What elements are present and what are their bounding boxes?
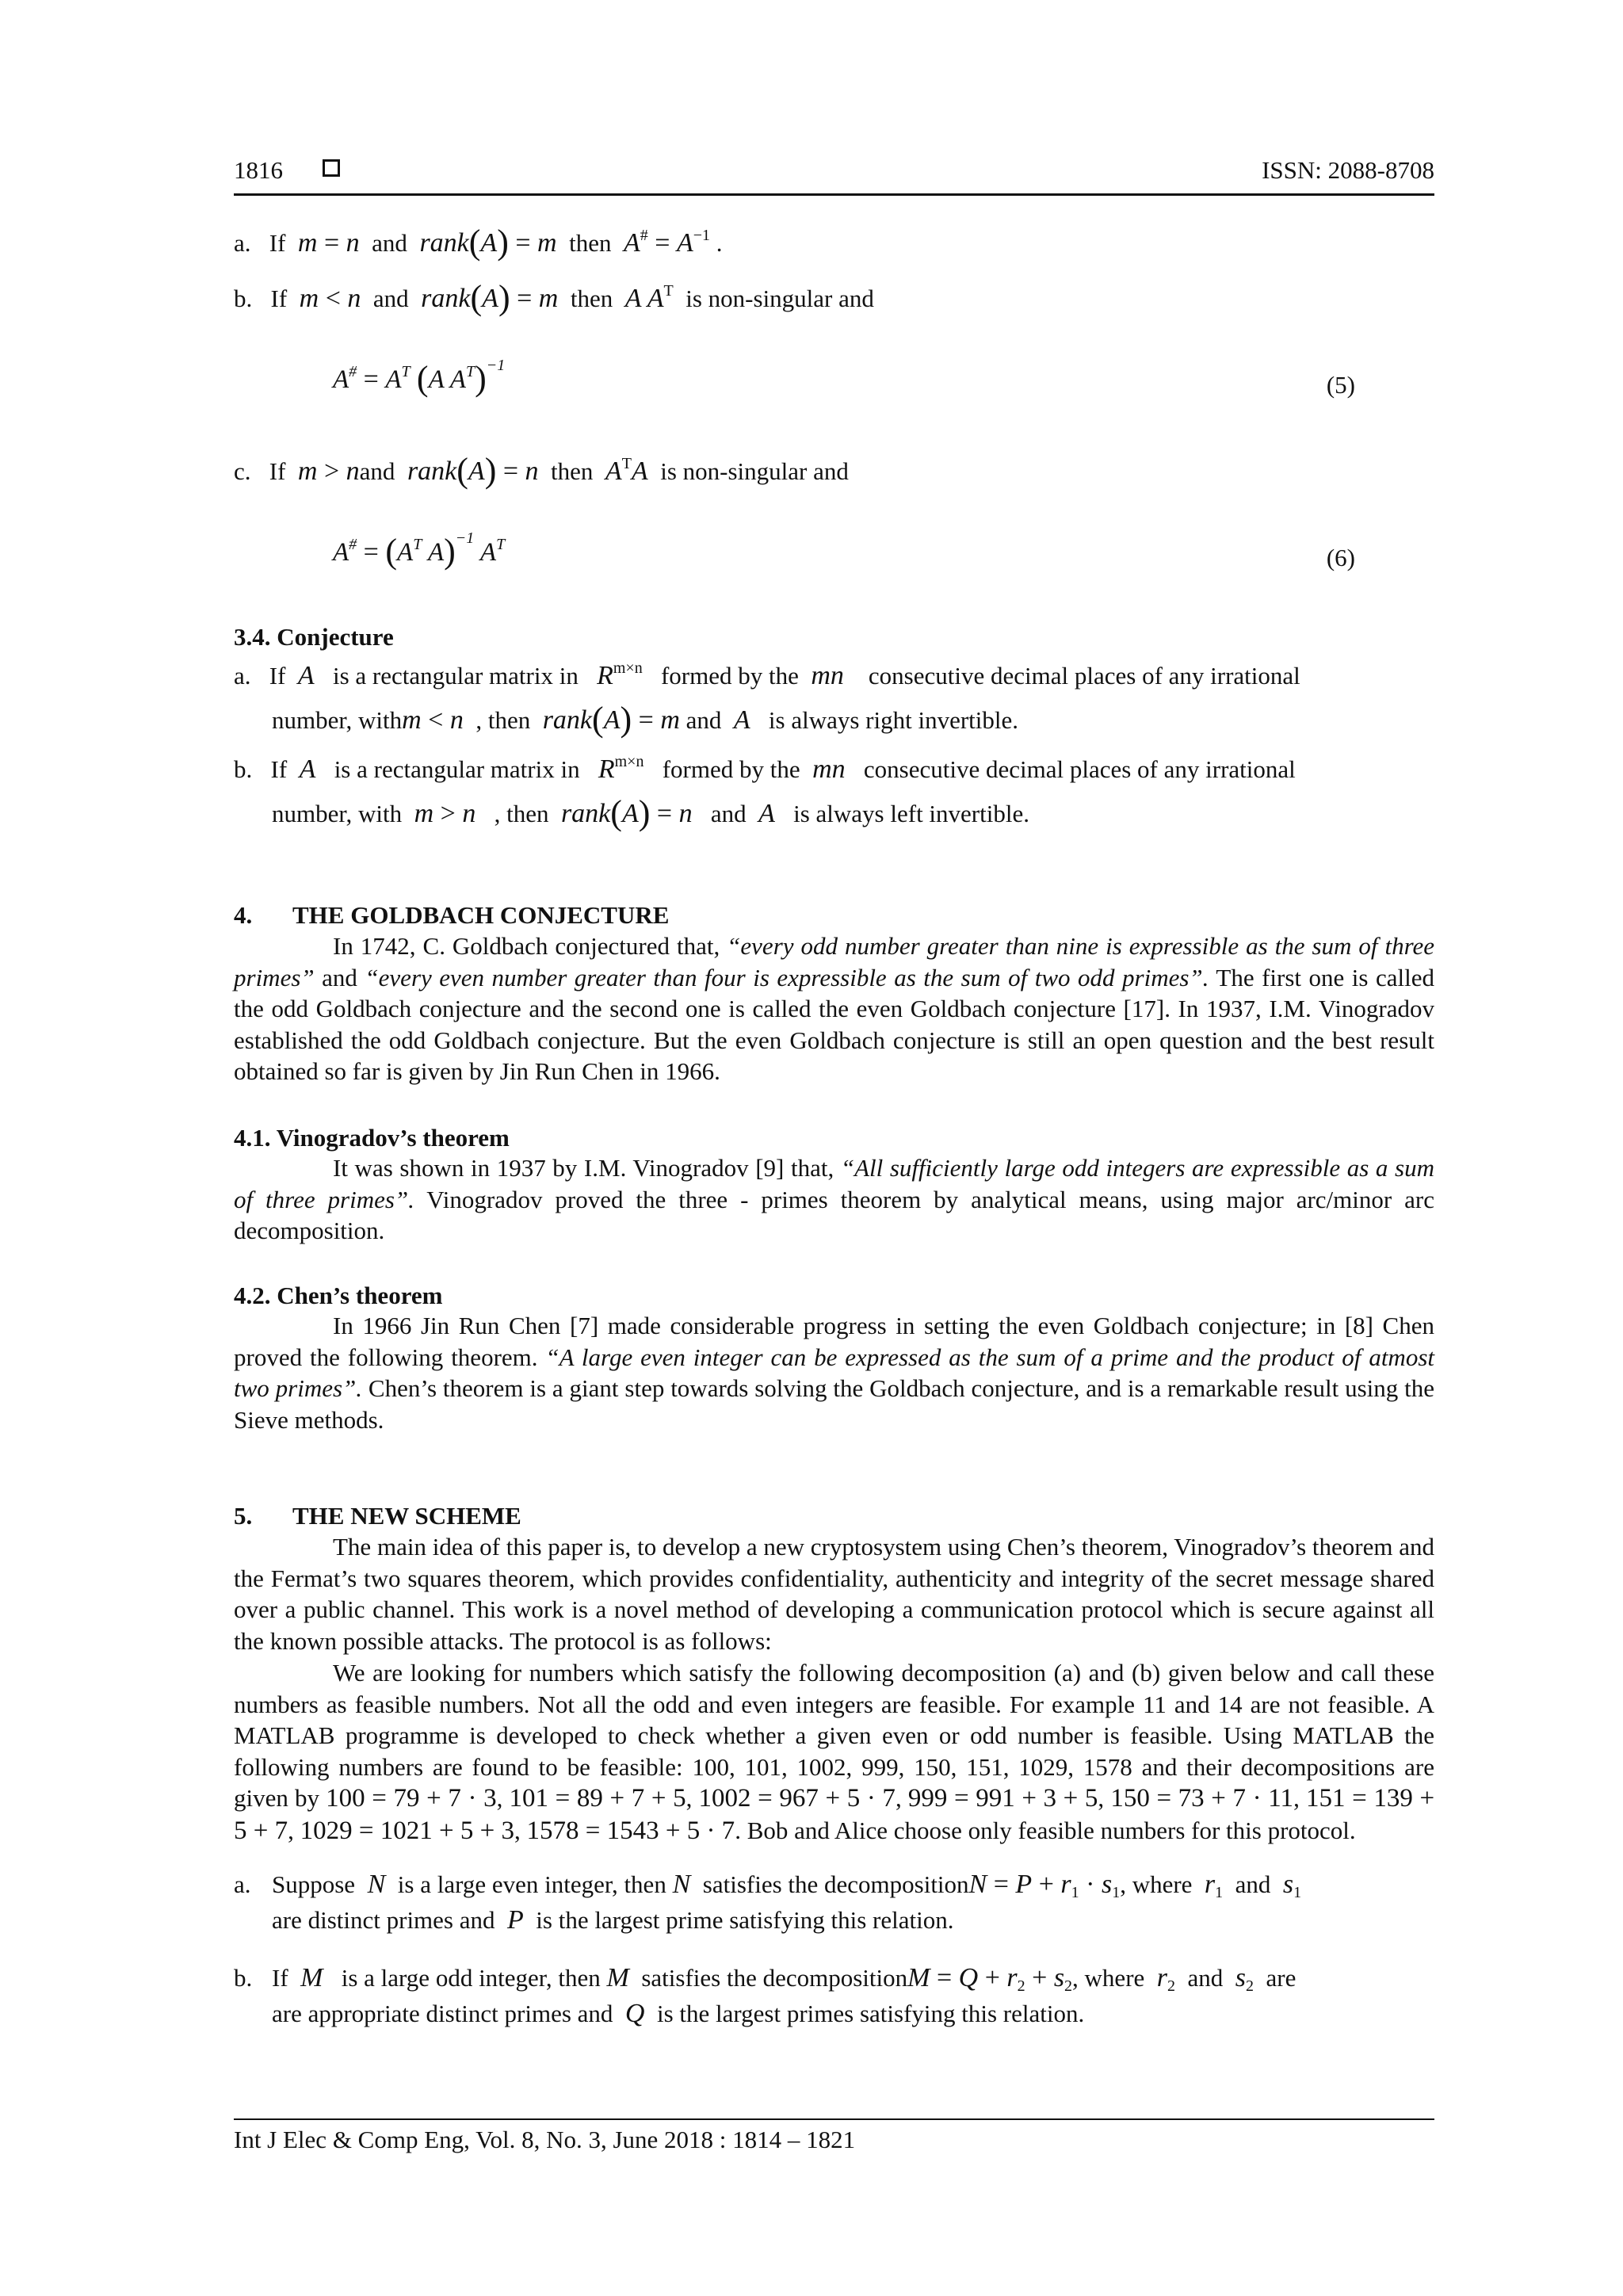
section-number: 4. (234, 901, 253, 929)
math-rank: rank (419, 228, 469, 258)
word: and (1187, 1964, 1224, 1992)
text: We are looking for numbers which satisfy the following decomposition (a) and (b) given below and call these numbers as feasible numbers. Not all the odd and even integers are feasible. For example 11 and 14 are not feasible. A MATLAB programme is developed to check whether a given even or odd number is feasible. Using MATLAB the following numbers are found to be feasible: 100, 101, 1002, 999, 150, 151, 1029, 1578 and their decompositions are given by (234, 1659, 1434, 1813)
box-icon (323, 159, 340, 177)
word: and (359, 457, 395, 485)
text: consecutive decimal places of any irrational (863, 755, 1296, 783)
text: formed by the (660, 662, 799, 690)
text: and (314, 963, 365, 991)
conjecture-b-line2: number, with m > n , then rank(A) = n and A is always left invertible. (272, 793, 1029, 832)
word: and (685, 706, 722, 734)
text: Chen’s theorem is a giant step towards solving the Goldbach conjecture, and is a remarkable result using the Sieve methods. (234, 1374, 1434, 1434)
quote: “every odd number greater than nine is expressible as the sum of three primes” (234, 932, 1435, 991)
quote: “every even number greater than four is expressible as the sum of two odd primes”. (365, 963, 1209, 991)
word: If (269, 229, 286, 257)
equation-5: $A^{\#} = A^T$ (A $A^T)^{-1}$ (333, 357, 506, 398)
label: a. (234, 229, 251, 257)
word: If (270, 285, 288, 312)
text: The first one is called the odd Goldbach conjecture and the second one is called the even Goldbach conjecture [17]. In 1937, I.M. Vinogradov established the odd Goldbach conjecture. But the even Goldbach conjecture is still an open question and the best result obtained so far is given by Jin Run Chen in 1966. (234, 963, 1434, 1086)
section-3-4-title: 3.4. Conjecture (234, 623, 394, 651)
word: is non-singular and (660, 457, 849, 485)
conjecture-a-line1: a. If A is a rectangular matrix in $R^{m\times n}$ formed by the mn consecutive decimal places of any irrational (234, 659, 1300, 690)
section-4-1-paragraph (234, 1152, 1434, 1247)
running-header (234, 152, 1434, 192)
text: consecutive decimal places of any irrational (868, 662, 1300, 690)
math-superscript: m×n (614, 753, 644, 770)
label: a. (234, 662, 251, 690)
section-5-title (234, 1502, 521, 1530)
text: , where (1120, 1870, 1193, 1898)
text: satisfies the decomposition (702, 1870, 969, 1898)
word: then (569, 229, 612, 257)
section-4-2-title: 4.2. Chen’s theorem (234, 1282, 443, 1309)
decomposition: 1578 = 1543 + 5 · 7 (526, 1816, 735, 1845)
text: is always right invertible. (768, 706, 1019, 734)
text: is a large even integer, then (397, 1870, 666, 1898)
item-c-pseudoinverse: c. If m > nand rank(A) = n then $A^TA$ is non-singular and (234, 451, 849, 490)
page-number: 1816 (234, 156, 283, 184)
text: number, with (272, 800, 403, 827)
word: and (1235, 1870, 1271, 1898)
section-4-2-paragraph (234, 1310, 1434, 1435)
label: b. (234, 1964, 253, 1992)
item-b-pseudoinverse: b. If m < n and rank(A) = m then A $A^T$ is non-singular and (234, 278, 874, 317)
item-a-pseudoinverse: a. If m = n and rank(A) = m then $A^{\#} = A^{-1}$ . (234, 223, 723, 262)
header-rule (234, 193, 1434, 196)
text: are distinct primes and (272, 1906, 495, 1934)
math-rank: rank (560, 799, 611, 828)
word: is non-singular and (685, 285, 874, 312)
section-4-title (234, 901, 669, 930)
section-title-text: THE NEW SCHEME (292, 1502, 521, 1530)
text: number, with (272, 706, 403, 734)
math-rank: rank (421, 284, 471, 313)
math-superscript: m×n (613, 659, 643, 677)
decomposition: 150 = 73 + 7 · 11 (1110, 1784, 1294, 1813)
word: and (372, 285, 409, 312)
label: a. (234, 1870, 251, 1898)
section-title-text: THE GOLDBACH CONJECTURE (292, 901, 670, 929)
text: is always left invertible. (793, 800, 1029, 827)
scheme-item-a: a. Suppose N is a large even integer, then N satisfies the decompositionN = $P + r_1 \cdot s_1$, where $r_1$ and $s_1$ are distinct primes and P is the largest prime satisfying this relation. (234, 1866, 1434, 1938)
equation-6: $A^{\#} = (A^T$ A)$^{-1}$ $A^T$ (333, 529, 506, 571)
conjecture-b-line1: b. If A is a rectangular matrix in $R^{m\times n}$ formed by the mn consecutive decimal places of any irrational (234, 753, 1296, 784)
label: c. (234, 457, 251, 485)
conjecture-a-line2: number, withm < n , then rank(A) = m and A is always right invertible. (272, 700, 1019, 739)
word: If (270, 755, 288, 783)
math-rank: rank (407, 457, 457, 486)
text: , where (1072, 1964, 1145, 1992)
text: is a large odd integer, then (341, 1964, 601, 1992)
section-number: 5. (234, 1502, 253, 1530)
text: , then (475, 706, 531, 734)
word: If (269, 662, 286, 690)
text: In 1966 Jin Run Chen [7] made considerable progress in setting the even Goldbach conjecture; in [8] Chen proved the following theorem. (234, 1312, 1434, 1371)
word: then (551, 457, 594, 485)
text: is a rectangular matrix in (334, 755, 580, 783)
decomposition: 1002 = 967 + 5 · 7 (698, 1784, 896, 1813)
section-5-paragraph-2: We are looking for numbers which satisfy the following decomposition (a) and (b) given below and call these numbers as feasible numbers. Not all the odd and even integers are feasible. For example 11 and 14 are not feasible. A MATLAB programme is developed to check whether a given even or odd number is feasible. Using MATLAB the following numbers are found to be feasible: 100, 101, 1002, 999, 150, 151, 1029, 1578 and their decompositions are given by 100 = 79 + 7 · 3, 101 = 89 + 7 + 5, 1002 = 967 + 5 · 7, 999 = 991 + 3 + 5, 150 = 73 + 7 · 11, 151 = 139 + 5 + 7, 1029 = 1021 + 5 + 3, 1578 = 1543 + 5 · 7. Bob and Alice choose only feasible numbers for this protocol. (234, 1659, 1435, 1845)
scheme-item-b: b. If M is a large odd integer, then M satisfies the decompositionM = $Q + r_2 + s_2$, where $r_2$ and $s_2$ are are appropriate distinct primes and Q is the largest primes satisfying this relation. (234, 1960, 1434, 2031)
text: Suppose (272, 1870, 356, 1898)
word: If (272, 1964, 288, 1992)
decomposition: 151 = 139 + 5 + 7 (234, 1784, 1435, 1845)
label: b. (234, 755, 253, 783)
text: , then (494, 800, 549, 827)
text: satisfies the decomposition (641, 1964, 908, 1992)
quote: “A large even integer can be expressed as the sum of a prime and the product of atmost two primes”. (234, 1343, 1434, 1403)
footer-rule (234, 2118, 1434, 2120)
text: . Bob and Alice choose only feasible numbers for this protocol. (735, 1816, 1356, 1844)
equation-number-5: (5) (1326, 371, 1355, 399)
text: are appropriate distinct primes and (272, 2000, 613, 2027)
section-4-paragraph (234, 930, 1434, 1087)
math-rank: rank (542, 705, 593, 735)
decomposition: 1029 = 1021 + 5 + 3 (300, 1816, 514, 1845)
label: b. (234, 285, 253, 312)
decomposition: 100 = 79 + 7 · 3 (326, 1784, 497, 1813)
quote: “All sufficiently large odd integers are expressible as a sum of three primes”. (234, 1154, 1434, 1213)
text: formed by the (662, 755, 800, 783)
section-4-1-title: 4.1. Vinogradov’s theorem (234, 1124, 510, 1152)
text: In 1742, C. Goldbach conjectured that, (333, 932, 727, 960)
text: Vinogradov proved the three - primes theorem by analytical means, using major arc/minor arc decomposition. (234, 1185, 1434, 1245)
word: then (570, 285, 613, 312)
word: If (269, 457, 286, 485)
text: is the largest prime satisfying this relation. (536, 1906, 954, 1934)
decomposition: 999 = 991 + 3 + 5 (907, 1784, 1098, 1813)
decomposition: 101 = 89 + 7 + 5 (509, 1784, 686, 1813)
text: is a rectangular matrix in (332, 662, 579, 690)
equation-number-6: (6) (1326, 544, 1355, 571)
word: and (372, 229, 407, 257)
text: It was shown in 1937 by I.M. Vinogradov [9] that, (333, 1154, 841, 1182)
footer-citation: Int J Elec & Comp Eng, Vol. 8, No. 3, June 2018 : 1814 – 1821 (234, 2126, 856, 2153)
text: is the largest primes satisfying this relation. (656, 2000, 1085, 2027)
text: The main idea of this paper is, to develop a new cryptosystem using Chen’s theorem, Vinogradov’s theorem and the Fermat’s two squares theorem, which provides confidentiality, authenticity and integrity of the secret message shared over a public channel. This work is a novel method of developing a communication protocol which is secure against all the known possible attacks. The protocol is as follows: (234, 1533, 1434, 1655)
word: and (710, 800, 747, 827)
issn: ISSN: 2088-8708 (1262, 156, 1434, 184)
section-5-paragraph-1 (234, 1531, 1434, 1656)
math: m (297, 228, 318, 258)
